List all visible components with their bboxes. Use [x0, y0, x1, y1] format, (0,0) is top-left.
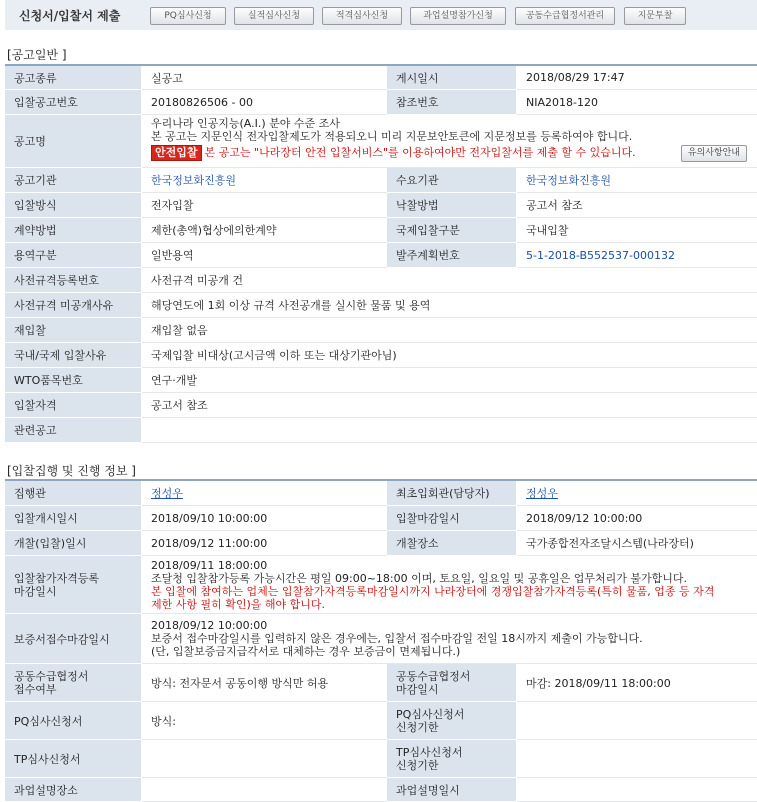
registration-warning-cont: 제한 사항 필히 확인)을 해야 합니다.: [151, 597, 326, 611]
qualification: 공고서 참조: [142, 393, 757, 418]
label-post-date: 게시일시: [387, 66, 517, 90]
label-bid-open: 입찰개시일시: [5, 506, 142, 531]
label-intl-type: 국제입찰구분: [387, 218, 517, 243]
prespec-no: 사전규격 미공개 건: [142, 268, 757, 293]
label-wto-no: WTO품목번호: [5, 368, 142, 393]
award-method: 공고서 참조: [517, 193, 757, 218]
wto-no: 연구·개발: [142, 368, 757, 393]
label-briefing-date: 과업설명일시: [387, 778, 517, 802]
intl-type: 국내입찰: [517, 218, 757, 243]
label-joint-receipt: [5, 664, 142, 702]
bond-deadline: 2018/09/12 10:00:00: [151, 619, 268, 632]
label-tp-deadline: [387, 740, 517, 778]
opening-date: 2018/09/12 11:00:00: [142, 531, 387, 556]
label-notice-name: 공고명: [5, 115, 142, 168]
label-contact: 최초입회관(담당자): [387, 481, 517, 506]
label-joint-line2: 접수여부: [14, 682, 57, 696]
qualification-apply-button[interactable]: 적격심사신청: [322, 7, 402, 25]
briefing-date: [517, 778, 757, 802]
bond-cell: [142, 614, 757, 664]
related-notice: [142, 418, 757, 443]
label-tpdl-line2: 신청기한: [396, 758, 439, 772]
toolbar-label: 신청서/입찰서 제출: [19, 9, 121, 23]
joint-deadline: 마감: 2018/09/11 18:00:00: [517, 664, 757, 702]
submission-toolbar: [5, 0, 757, 30]
service-type: 일반용역: [142, 243, 387, 268]
label-bond-deadline: 보증서접수마감일시: [5, 614, 142, 664]
tp-deadline: [517, 740, 757, 778]
label-prespec-reason: 사전규격 미공개사유: [5, 293, 142, 318]
label-prespec-no: 사전규격등록번호: [5, 268, 142, 293]
notice-type: 실공고: [142, 66, 387, 90]
label-service-type: 용역구분: [5, 243, 142, 268]
notice-name: 우리나라 인공지능(A.I.) 분야 수준 조사: [151, 117, 340, 130]
briefing-place: [142, 778, 387, 802]
briefing-apply-button[interactable]: 과업설명참가신청: [410, 7, 506, 25]
label-agency: 공고기관: [5, 168, 142, 193]
label-award-method: 낙찰방법: [387, 193, 517, 218]
notice-name-cell: [142, 115, 757, 168]
pq-application: 방식:: [142, 702, 387, 740]
registration-warning: 본 입찰에 참여하는 업체는 입찰참가자격등록마감일시까지 나라장터에 경쟁입찰참가자격등록(특히 물품, 업종 등 자격: [151, 584, 715, 598]
label-officer: 집행관: [5, 481, 142, 506]
label-tp-application: TP심사신청서: [5, 740, 142, 778]
label-bid-method: 입찰방식: [5, 193, 142, 218]
post-date: 2018/08/29 17:47: [517, 66, 757, 90]
label-pqdl-line2: 신청기한: [396, 720, 439, 734]
opening-place: 국가종합전자조달시스템(나라장터): [517, 531, 757, 556]
label-opening: 개찰(입찰)일시: [5, 531, 142, 556]
label-tpdl-line1: TP심사신청서: [396, 745, 463, 759]
label-qualification: 입찰자격: [5, 393, 142, 418]
bid-no: 20180826506 - 00: [142, 90, 387, 115]
plan-no-link[interactable]: 5-1-2018-B552537-000132: [517, 243, 757, 268]
label-notice-type: 공고종류: [5, 66, 142, 90]
section-title-general: [공고일반 ]: [7, 48, 67, 62]
pq-apply-button[interactable]: PQ심사신청: [150, 7, 226, 25]
agency-link[interactable]: 한국정보화진흥원: [142, 168, 387, 193]
label-registration-line2: 마감일시: [14, 584, 57, 598]
safe-bid-notice: 본 공고는 "나라장터 안전 입찰서비스"를 이용하여야만 전자입찰서를 제출 할 수 있습니다.: [204, 146, 636, 159]
bid-open-date: 2018/09/10 10:00:00: [142, 506, 387, 531]
label-opening-place: 개찰장소: [387, 531, 517, 556]
caution-guide-button[interactable]: 유의사항안내: [681, 145, 747, 162]
tp-application: [142, 740, 387, 778]
performance-apply-button[interactable]: 실적심사신청: [234, 7, 314, 25]
intl-reason: 국제입찰 비대상(고시금액 이하 또는 대상기관아님): [142, 343, 757, 368]
label-demand-agency: 수요기관: [387, 168, 517, 193]
safe-bid-line: [151, 145, 757, 161]
label-pq-deadline: [387, 702, 517, 740]
ref-no: NIA2018-120: [517, 90, 757, 115]
registration-deadline: 2018/09/11 18:00:00: [151, 558, 268, 572]
label-pqdl-line1: PQ심사신청서: [396, 707, 465, 721]
fingerprint-bid-button[interactable]: 지문투찰: [624, 7, 686, 25]
label-registration: [5, 556, 142, 614]
label-briefing-place: 과업설명장소: [5, 778, 142, 802]
registration-cell: [142, 556, 757, 614]
label-jointdl-line1: 공동수급협정서: [396, 669, 471, 683]
fingerprint-notice: 본 공고는 지문인식 전자입찰제도가 적용되오니 미리 지문보안토큰에 지문정보를 등록하여야 합니다.: [151, 130, 633, 143]
label-joint-deadline: [387, 664, 517, 702]
label-joint-line1: 공동수급협정서: [14, 669, 89, 683]
bid-close-date: 2018/09/12 10:00:00: [517, 506, 757, 531]
label-bid-no: 입찰공고번호: [5, 90, 142, 115]
label-jointdl-line2: 마감일시: [396, 682, 439, 696]
joint-agreement-button[interactable]: 공동수급협정서관리: [515, 7, 615, 25]
registration-hours-note: 조달청 입찰참가등록 가능시간은 평일 09:00~18:00 이며, 토요일, 일요일 및 공휴일은 업무처리가 불가합니다.: [151, 571, 687, 585]
rebid: 재입찰 없음: [142, 318, 757, 343]
label-ref-no: 참조번호: [387, 90, 517, 115]
label-pq-application: PQ심사신청서: [5, 702, 142, 740]
bond-note-exemption: (단, 입찰보증금지급각서로 대체하는 경우 보증금이 면제됩니다.): [151, 645, 461, 658]
label-contract-method: 계약방법: [5, 218, 142, 243]
prespec-reason: 해당연도에 1회 이상 규격 사전공개를 실시한 물품 및 용역: [142, 293, 757, 318]
contact-link[interactable]: 정성우: [526, 487, 558, 500]
label-rebid: 재입찰: [5, 318, 142, 343]
label-bid-close: 입찰마감일시: [387, 506, 517, 531]
section-title-execution: [입찰집행 및 진행 정보 ]: [7, 464, 136, 478]
contract-method: 제한(총액)협상에의한계약: [142, 218, 387, 243]
bid-method: 전자입찰: [142, 193, 387, 218]
joint-receipt: 방식: 전자문서 공동이행 방식만 허용: [142, 664, 387, 702]
officer-link[interactable]: 정성우: [151, 487, 183, 500]
bond-note: 보증서 접수마감일시를 입력하지 않은 경우에는, 입찰서 접수마감일 전일 18시까지 제출이 가능합니다.: [151, 632, 643, 645]
label-plan-no: 발주계획번호: [387, 243, 517, 268]
label-registration-line1: 입찰참가자격등록: [14, 571, 100, 585]
label-related-notice: 관련공고: [5, 418, 142, 443]
label-intl-reason: 국내/국제 입찰사유: [5, 343, 142, 368]
demand-agency-link[interactable]: 한국정보화진흥원: [517, 168, 757, 193]
pq-deadline: [517, 702, 757, 740]
safe-bid-badge: 안전입찰: [151, 145, 202, 161]
